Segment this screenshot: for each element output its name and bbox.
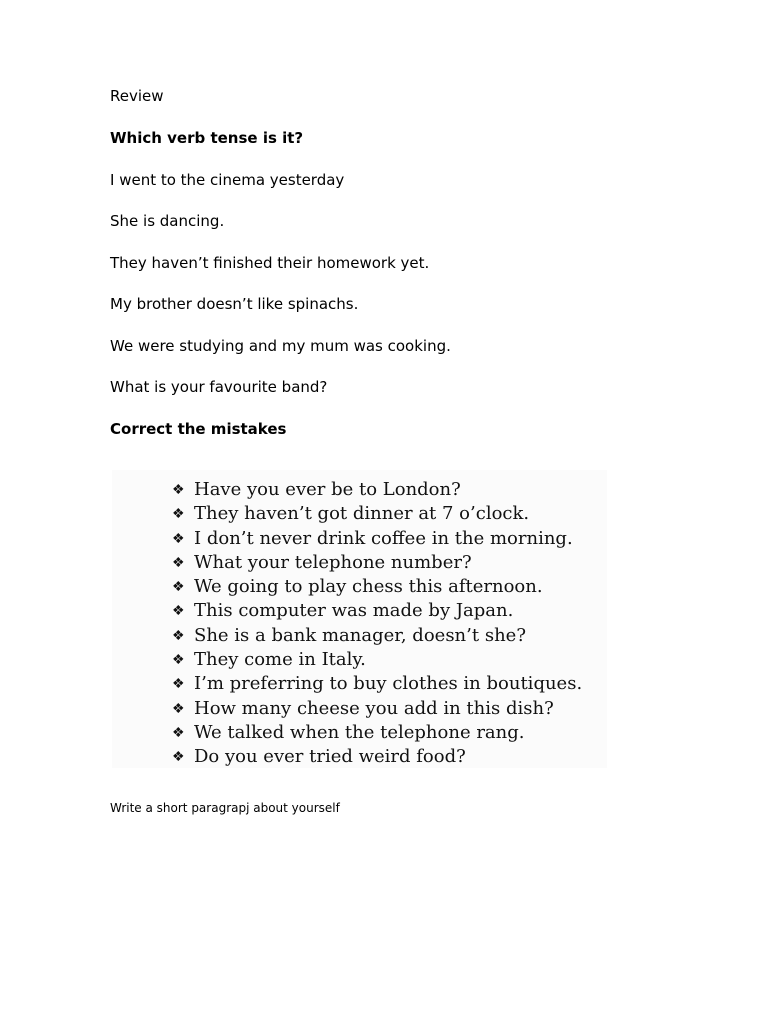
sentence-2: She is dancing. — [110, 212, 225, 230]
mistake-text: They haven’t got dinner at 7 o’clock. — [194, 503, 530, 525]
sentence-3: They haven’t finished their homework yet. — [110, 254, 430, 272]
mistake-text: We talked when the telephone rang. — [194, 721, 525, 743]
diamond-bullet-icon: ❖ — [172, 579, 185, 596]
mistake-text: This computer was made by Japan. — [194, 600, 514, 622]
section-heading-verb-tense: Which verb tense is it? — [110, 129, 304, 147]
diamond-bullet-icon: ❖ — [172, 627, 185, 644]
mistake-item — [172, 527, 582, 551]
sentence-1: I went to the cinema yesterday — [110, 171, 345, 189]
mistake-text: I don’t never drink coffee in the morning. — [194, 527, 573, 549]
diamond-bullet-icon: ❖ — [172, 603, 185, 620]
diamond-bullet-icon: ❖ — [172, 554, 185, 571]
mistake-item — [172, 672, 582, 696]
mistake-item — [172, 745, 582, 769]
mistake-text: Do you ever tried weird food? — [194, 746, 466, 768]
mistake-text: I’m preferring to buy clothes in boutiques. — [194, 673, 583, 695]
mistake-text: She is a bank manager, doesn’t she? — [194, 624, 526, 646]
mistake-item — [172, 575, 582, 599]
mistake-item — [172, 697, 582, 721]
diamond-bullet-icon: ❖ — [172, 530, 185, 547]
writing-instruction: Write a short paragrapj about yourself — [110, 801, 340, 815]
mistake-text: We going to play chess this afternoon. — [194, 576, 543, 598]
diamond-bullet-icon: ❖ — [172, 506, 185, 523]
mistake-text: What your telephone number? — [194, 551, 472, 573]
mistake-item — [172, 648, 582, 672]
mistake-item — [172, 599, 582, 623]
diamond-bullet-icon: ❖ — [172, 482, 185, 498]
sentence-6: What is your favourite band? — [110, 378, 328, 396]
mistake-item — [172, 478, 582, 502]
diamond-bullet-icon: ❖ — [172, 700, 185, 717]
diamond-bullet-icon: ❖ — [172, 652, 185, 669]
mistake-item — [172, 624, 582, 648]
section-heading-correct-mistakes: Correct the mistakes — [110, 420, 287, 438]
mistake-item — [172, 502, 582, 526]
diamond-bullet-icon: ❖ — [172, 676, 185, 693]
mistake-item — [172, 551, 582, 575]
mistake-item — [172, 721, 582, 745]
document-title: Review — [110, 87, 164, 105]
sentence-5: We were studying and my mum was cooking. — [110, 337, 451, 355]
mistake-text: They come in Italy. — [194, 649, 366, 671]
sentence-4: My brother doesn’t like spinachs. — [110, 295, 359, 313]
diamond-bullet-icon: ❖ — [172, 724, 185, 741]
diamond-bullet-icon: ❖ — [172, 749, 185, 766]
mistake-text: Have you ever be to London? — [194, 479, 461, 500]
mistakes-list — [172, 478, 582, 770]
mistakes-image — [112, 470, 607, 768]
mistake-text: How many cheese you add in this dish? — [194, 697, 554, 719]
